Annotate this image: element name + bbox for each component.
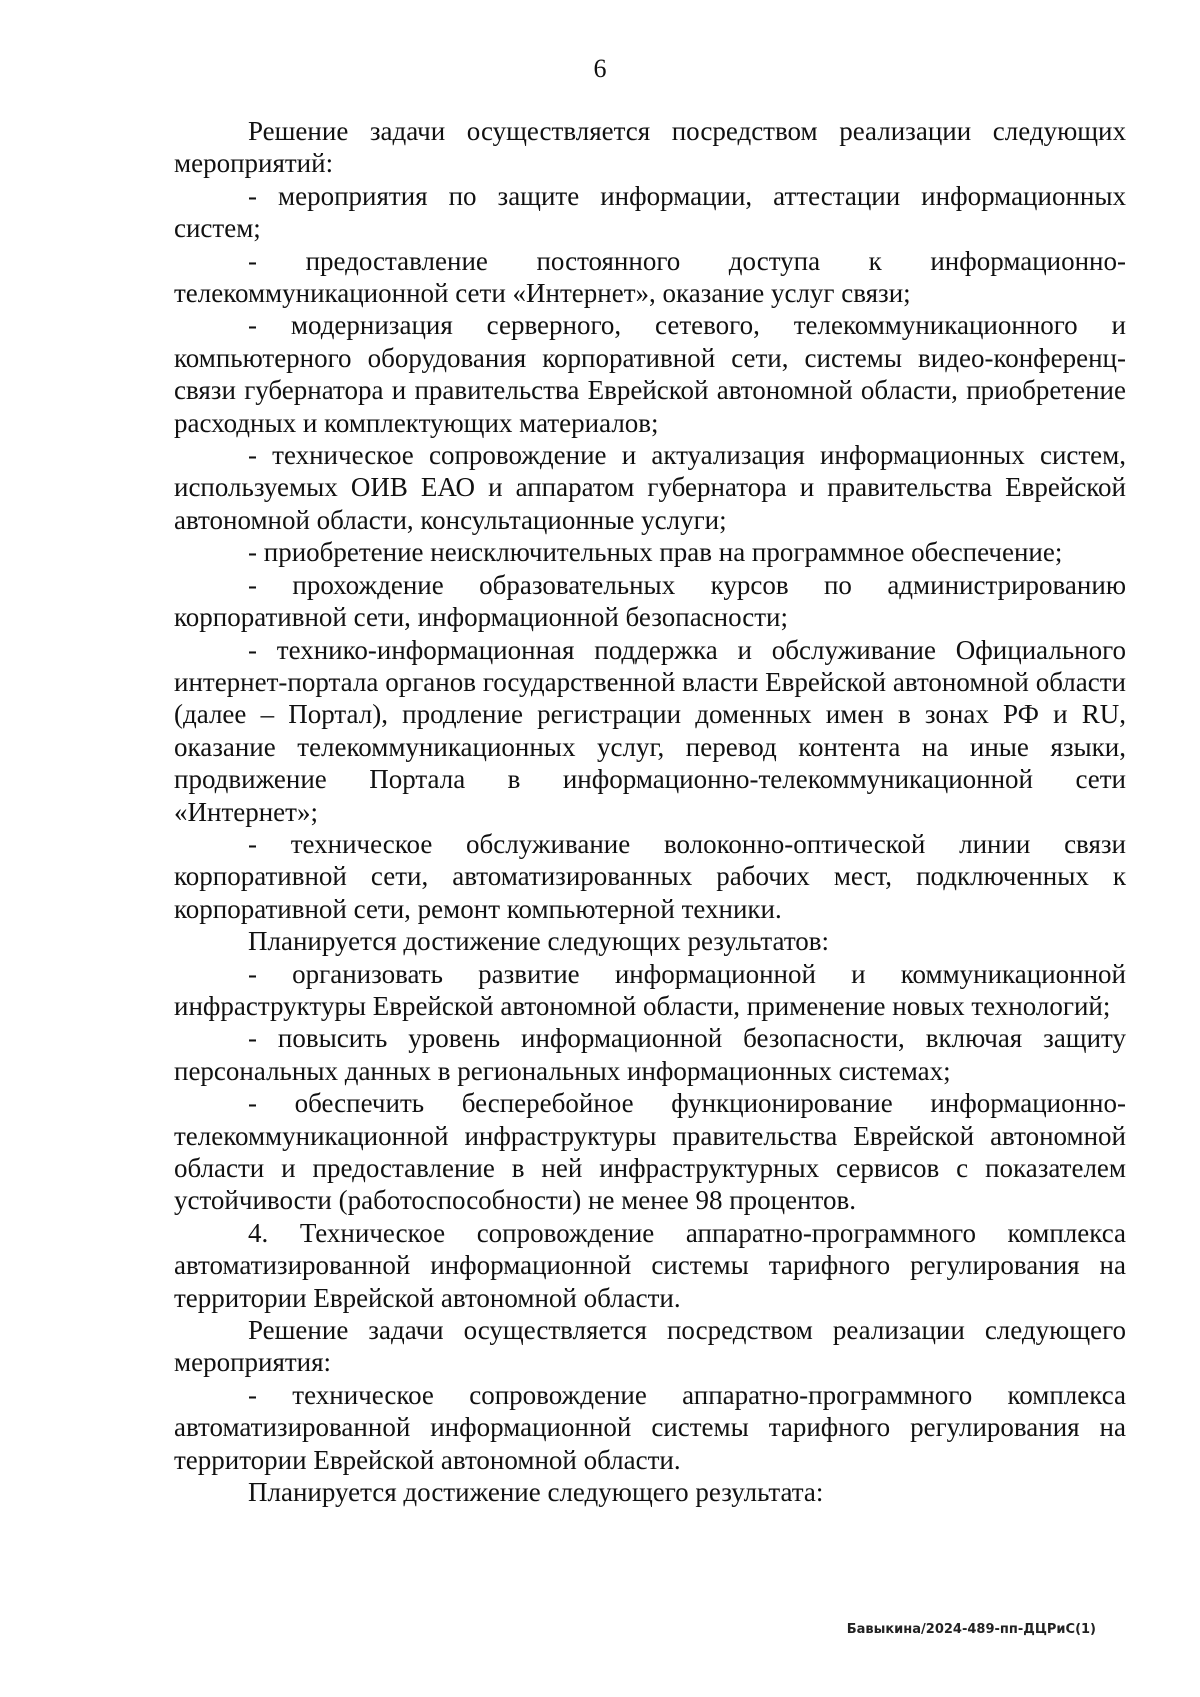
list-item: - прохождение образовательных курсов по администрированию корпоративной сети, информационной безопасности; bbox=[174, 569, 1126, 633]
list-item: - техническое сопровождение аппаратно-программного комплекса автоматизированной информационной системы тарифного регулирования на территории Еврейской автономной области. bbox=[174, 1379, 1126, 1475]
paragraph: Решение задачи осуществляется посредством реализации следующих мероприятий: bbox=[174, 116, 1126, 179]
list-item: - мероприятия по защите информации, аттестации информационных систем; bbox=[174, 180, 1126, 244]
paragraph: Решение задачи осуществляется посредством реализации следующего мероприятия: bbox=[174, 1315, 1126, 1378]
list-item: - техническое обслуживание волоконно-оптической линии связи корпоративной сети, автоматизированных рабочих мест, подключенных к корпоративной сети, ремонт компьютерной техники. bbox=[174, 828, 1126, 924]
paragraph: Планируется достижение следующего результата: bbox=[248, 1477, 824, 1508]
document-code: Бавыкина/2024-489-пп-ДЦРиС(1) bbox=[846, 1622, 1096, 1637]
list-item: - технико-информационная поддержка и обслуживание Официального интернет-портала органов государственной власти Еврейской автономной области (далее – Портал), продление регистрации доменных имен в зонах РФ и RU, оказание телекоммуникационных услуг, перевод контента на иные языки, продвижение Портала в информационно-телекоммуникационной сети «Интернет»; bbox=[174, 634, 1126, 827]
list-item: - приобретение неисключительных прав на программное обеспечение; bbox=[248, 537, 1063, 568]
list-item: - организовать развитие информационной и коммуникационной инфраструктуры Еврейской автономной области, применение новых технологий; bbox=[174, 958, 1126, 1021]
list-item: - обеспечить бесперебойное функционирование информационно-телекоммуникационной инфраструктуры правительства Еврейской автономной области и предоставление в ней инфраструктурных сервисов с показателем устойчивости (работоспособности) не менее 98 процентов. bbox=[174, 1088, 1126, 1216]
document-body bbox=[174, 115, 1126, 1508]
list-item: - модернизация серверного, сетевого, телекоммуникационного и компьютерного оборудования корпоративной сети, системы видео-конференц-связи губернатора и правительства Еврейской автономной области, приобретение расходных и комплектующих материалов; bbox=[174, 310, 1126, 438]
list-item: - повысить уровень информационной безопасности, включая защиту персональных данных в региональных информационных системах; bbox=[174, 1023, 1126, 1086]
paragraph: Планируется достижение следующих результатов: bbox=[248, 926, 830, 957]
list-item: - техническое сопровождение и актуализация информационных систем, используемых ОИВ ЕАО и аппаратом губернатора и правительства Еврейской автономной области, консультационные услуги; bbox=[174, 440, 1126, 535]
section-heading: 4. Техническое сопровождение аппаратно-программного комплекса автоматизированной информационной системы тарифного регулирования на территории Еврейской автономной области. bbox=[174, 1217, 1126, 1313]
page-number: 6 bbox=[593, 54, 607, 83]
list-item: - предоставление постоянного доступа к информационно-телекоммуникационной сети «Интернет», оказание услуг связи; bbox=[174, 245, 1126, 309]
